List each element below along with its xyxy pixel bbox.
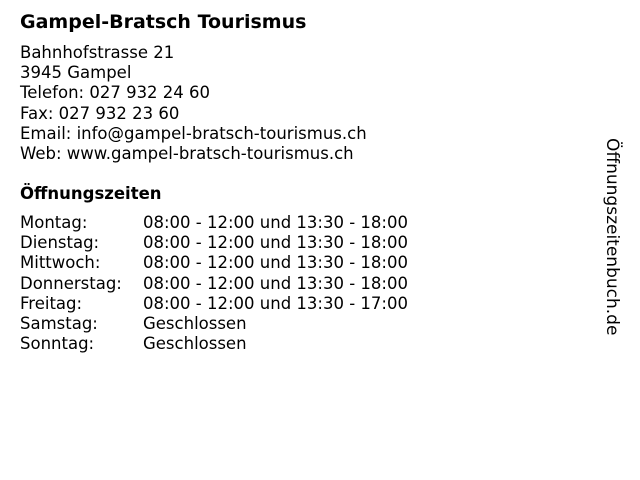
hours-value: 08:00 - 12:00 und 13:30 - 18:00 <box>143 253 408 273</box>
day-label: Donnerstag: <box>20 273 122 293</box>
hours-value: Geschlossen <box>143 314 247 334</box>
website-address: Web: www.gampel-bratsch-tourismus.ch <box>20 144 354 164</box>
day-label: Sonntag: <box>20 334 95 354</box>
hours-value: 08:00 - 12:00 und 13:30 - 18:00 <box>143 273 408 293</box>
city-address: 3945 Gampel <box>20 63 132 83</box>
hours-row-thursday <box>20 274 408 294</box>
day-label: Dienstag: <box>20 233 100 253</box>
hours-row-sunday <box>20 334 408 354</box>
hours-value: Geschlossen <box>143 334 247 354</box>
hours-value: 08:00 - 12:00 und 13:30 - 18:00 <box>143 233 408 253</box>
address-block <box>20 43 367 164</box>
email-address: Email: info@gampel-bratsch-tourismus.ch <box>20 123 367 143</box>
day-label: Mittwoch: <box>20 253 101 273</box>
opening-hours-heading: Öffnungszeiten <box>20 184 162 203</box>
opening-hours-table <box>20 213 408 354</box>
day-label: Samstag: <box>20 314 98 334</box>
hours-row-saturday <box>20 314 408 334</box>
hours-row-monday <box>20 213 408 233</box>
fax-number: Fax: 027 932 23 60 <box>20 103 180 123</box>
site-watermark: Öffnungszeitenbuch.de <box>602 138 622 336</box>
business-title: Gampel-Bratsch Tourismus <box>20 11 307 33</box>
hours-row-wednesday <box>20 253 408 273</box>
day-label: Freitag: <box>20 293 83 313</box>
day-label: Montag: <box>20 213 88 232</box>
phone-number: Telefon: 027 932 24 60 <box>20 83 211 103</box>
hours-value: 08:00 - 12:00 und 13:30 - 17:00 <box>143 293 408 313</box>
street-address: Bahnhofstrasse 21 <box>20 43 175 62</box>
hours-row-friday <box>20 294 408 314</box>
hours-value: 08:00 - 12:00 und 13:30 - 18:00 <box>143 213 408 232</box>
hours-row-tuesday <box>20 233 408 253</box>
